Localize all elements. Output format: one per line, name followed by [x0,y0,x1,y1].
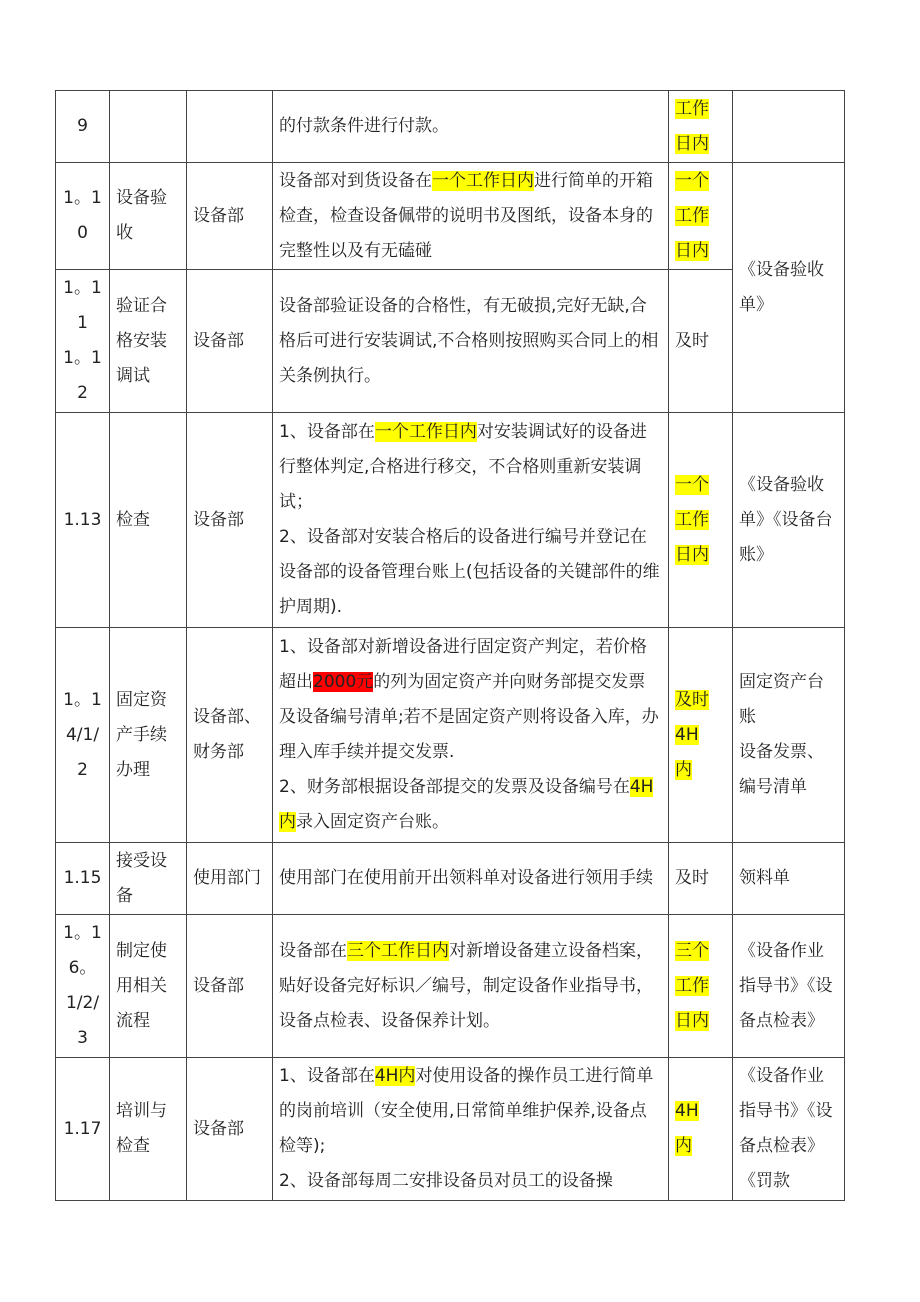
content-text: 使用部门在使用前开出领料单对设备进行领用手续 [279,868,653,888]
document-ref: 《设备作业指导书》《设备点检表》《罚款 [733,1058,845,1201]
time-limit [669,628,733,843]
content-text: 2、设备部对安装合格后的设备进行编号并登记在设备部的设备管理台账上(包括设备的关键部件的维护周期). [279,527,660,617]
time-limit: 及时 [669,843,733,915]
content-cell [273,413,669,628]
row-number: 9 [56,91,110,163]
time-limit [669,91,733,163]
table-row [56,91,845,163]
content-text: 2、设备部每周二安排设备员对员工的设备操 [279,1171,613,1191]
content-cell [273,163,669,270]
document-ref: 《设备验收单》《设备台账》 [733,413,845,628]
content-cell [273,1058,669,1201]
content-highlight: 一个工作日内 [374,422,477,442]
content-text: 设备部在 [279,940,347,961]
document-ref [733,91,845,163]
content-text: 进行简单的开箱检查，检查设备佩带的说明书及图纸，设备本身的完整性以及有无磕碰 [279,170,653,261]
procedure-table [55,90,845,1201]
department: 设备部 [187,1058,273,1201]
content-text: 设备部验证设备的合格性，有无破损,完好无缺,合格后可进行安装调试,不合格则按照购买合同上的相关条例执行。 [279,295,659,386]
content-highlight: 三个工作日内 [347,940,449,961]
time-limit [669,163,733,270]
row-number: 1.15 [56,843,110,915]
department: 设备部 [187,915,273,1058]
content-cell [273,628,669,843]
department: 设备部 [187,270,273,413]
document-ref [733,628,845,843]
table-row [56,843,845,915]
time-highlight: 4H内 [675,724,699,780]
step-name: 设备验收 [110,163,187,270]
step-name: 检查 [110,413,187,628]
content-highlight: 4H内 [279,777,654,832]
content-cell [273,91,669,163]
row-number: 1.13 [56,413,110,628]
content-cell [273,270,669,413]
content-highlight: 4H内 [374,1066,416,1086]
table-row [56,413,845,628]
row-number: 1。10 [56,163,110,270]
row-number: 1。14/1/2 [56,628,110,843]
content-text: 对使用设备的操作员工进行简单的岗前培训（安全使用,日常简单维护保养,设备点检等); [279,1066,654,1156]
content-cell [273,915,669,1058]
table-row [56,270,845,413]
content-text: 1、设备部在 [279,422,375,442]
step-name: 培训与检查 [110,1058,187,1201]
content-highlight-red: 2000元 [313,672,374,692]
department: 设备部 [187,163,273,270]
time-limit [669,413,733,628]
content-text [279,770,662,840]
row-number: 1。11 1。12 [56,270,110,413]
step-name: 验证合格安装调试 [110,270,187,413]
step-name: 固定资产手续办理 [110,628,187,843]
content-text: 的列为固定资产并向财务部提交发票及设备编号清单;若不是固定资产则将设备入库，办理入库手续并提交发票. [279,672,659,762]
content-text: 对新增设备建立设备档案，贴好设备完好标识／编号，制定设备作业指导书，设备点检表、设备保养计划。 [279,940,653,1031]
time-highlight: 4H内 [675,1101,699,1156]
row-number: 1。16。1/2/3 [56,915,110,1058]
time-highlight: 及时 [675,689,709,710]
time-limit [669,1058,733,1201]
content-text: 录入固定资产台账。 [296,812,449,832]
table-row [56,163,845,270]
department [187,91,273,163]
department: 设备部 [187,413,273,628]
content-text: 对安装调试好的设备进行整体判定,合格进行移交，不合格则重新安装调试； [279,422,647,512]
content-text: 的付款条件进行付款。 [279,116,449,136]
time-limit: 及时 [669,270,733,413]
table-row [56,628,845,843]
time-highlight: 一个工作日内 [675,474,709,565]
content-text: 1、设备部在 [279,1066,375,1086]
time-limit [669,915,733,1058]
content-cell [273,843,669,915]
time-highlight: 工作日内 [675,98,709,154]
document-ref: 《设备作业指导书》《设备点检表》 [733,915,845,1058]
document-ref: 《设备验收单》 [733,163,845,413]
row-number: 1.17 [56,1058,110,1201]
step-name: 制定使用相关流程 [110,915,187,1058]
time-highlight: 一个工作日内 [675,170,709,261]
content-highlight: 一个工作日内 [432,170,534,191]
time-highlight: 三个工作日内 [675,940,709,1031]
document-ref: 领料单 [733,843,845,915]
doc-line: 设备发票、编号清单 [739,742,824,797]
content-text: 1、设备部对新增设备进行固定资产判定，若价格超出 [279,637,647,692]
department: 使用部门 [187,843,273,915]
step-name: 接受设备 [110,843,187,915]
department: 设备部、财务部 [187,628,273,843]
doc-line: 固定资产台账 [739,672,824,727]
content-text: 2、财务部根据设备部提交的发票及设备编号在 [279,777,630,797]
content-text: 设备部对到货设备在 [279,170,432,191]
table-row [56,1058,845,1201]
table-row [56,915,845,1058]
step-name [110,91,187,163]
